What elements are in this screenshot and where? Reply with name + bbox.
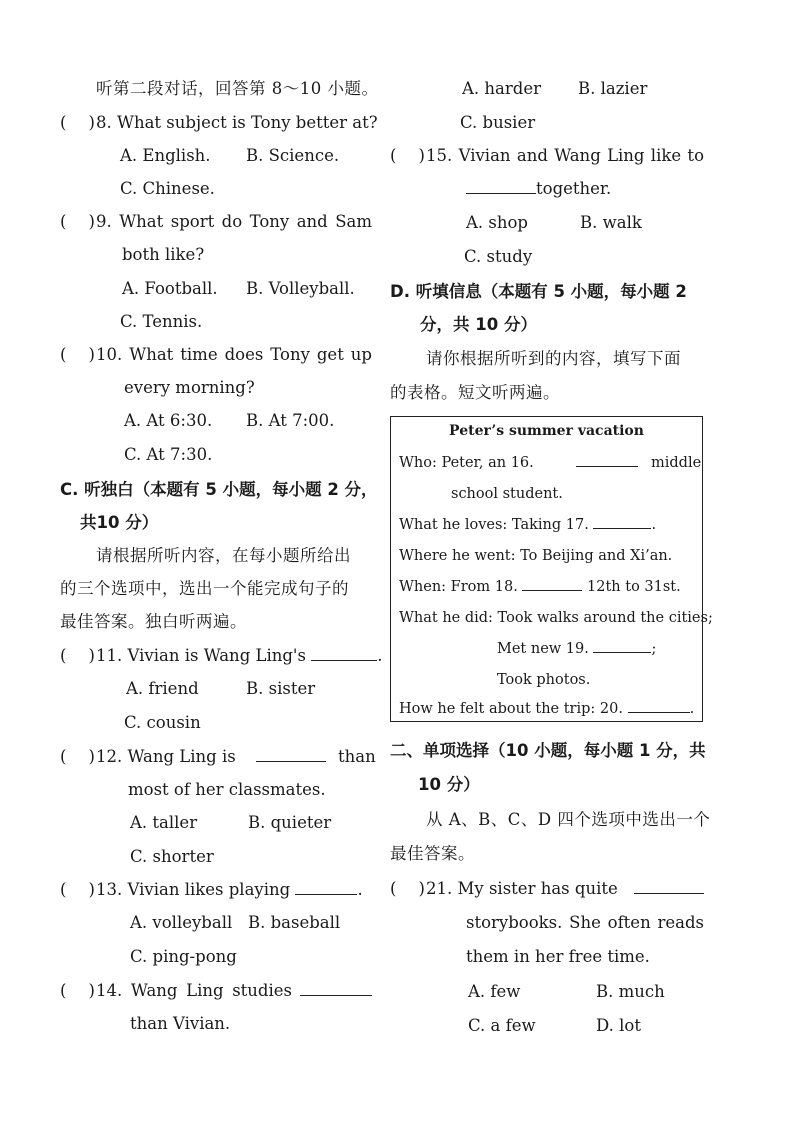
q15-stem-line1: 15. Vivian and Wang Ling like to	[426, 146, 705, 165]
section-2-heading-line2: 10 分）	[418, 775, 480, 794]
q21-stem-line3: them in her free time.	[466, 947, 650, 966]
q9-option-c: C. Tennis.	[120, 312, 203, 331]
q11-answer-paren[interactable]: ( )	[60, 646, 95, 665]
section-d-heading-line1: D. 听填信息（本题有 5 小题，每小题 2	[390, 282, 687, 301]
section-c-instruction-line1: 请根据所听内容，在每小题所给出	[96, 546, 351, 565]
q9-option-a: A. Football.	[122, 279, 218, 298]
q14-option-b: B. lazier	[578, 79, 648, 98]
q15-option-b: B. walk	[580, 213, 642, 232]
q13-option-c: C. ping-pong	[130, 947, 237, 966]
table-who-line2: school student.	[451, 486, 563, 502]
table-did-line2: Met new 19. ;	[497, 641, 657, 657]
table-went: Where he went: To Beijing and Xi’an.	[399, 548, 673, 564]
table-when: When: From 18. 12th to 31st.	[399, 579, 681, 595]
q10-option-b: B. At 7:00.	[246, 411, 335, 430]
q21-blank[interactable]	[634, 878, 704, 900]
q15-option-c: C. study	[464, 247, 533, 266]
q9-stem-line1: 9. What sport do Tony and Sam	[96, 212, 372, 231]
table-who-middle: middle	[651, 455, 702, 471]
dialogue2-instruction: 听第二段对话，回答第 8～10 小题。	[96, 79, 379, 98]
q13-answer-paren[interactable]: ( )	[60, 880, 95, 899]
section-2-heading-line1: 二、单项选择（10 小题，每小题 1 分，共	[390, 741, 706, 760]
q11-option-b: B. sister	[246, 679, 316, 698]
q13-stem: 13. Vivian likes playing .	[96, 880, 363, 899]
q13-option-a: A. volleyball	[130, 913, 233, 932]
q12-option-c: C. shorter	[130, 847, 214, 866]
peter-vacation-table	[390, 416, 713, 722]
table-did-line1: What he did: Took walks around the cities;	[399, 610, 713, 626]
q15-answer-paren[interactable]: ( )	[390, 146, 425, 165]
q12-stem-line1: 12. Wang Ling is	[96, 747, 236, 766]
section-c-instruction-line3: 最佳答案。独白听两遍。	[60, 612, 247, 631]
q10-stem-line1: 10. What time does Tony get up	[96, 345, 372, 364]
q9-answer-paren[interactable]: ( )	[60, 212, 95, 231]
blank-16[interactable]	[576, 453, 638, 473]
q10-answer-paren[interactable]: ( )	[60, 345, 95, 364]
q14-stem-line2: than Vivian.	[130, 1014, 231, 1033]
q10-stem-line2: every morning?	[124, 378, 255, 397]
q12-option-a: A. taller	[130, 813, 198, 832]
q21-option-a: A. few	[468, 982, 521, 1001]
q8-option-c: C. Chinese.	[120, 179, 215, 198]
table-did-line3: Took photos.	[497, 672, 591, 688]
section-c-heading-line1: C. 听独白（本题有 5 小题，每小题 2 分，	[60, 480, 378, 499]
section-d-instruction-line2: 的表格。短文听两遍。	[390, 383, 560, 402]
q15-stem-line2: together.	[466, 178, 611, 200]
q21-option-d: D. lot	[596, 1016, 641, 1035]
q12-option-b: B. quieter	[248, 813, 332, 832]
q9-stem-line2: both like?	[122, 245, 205, 264]
q14-option-a: A. harder	[462, 79, 541, 98]
q14-blank[interactable]	[300, 980, 372, 1002]
table-felt: How he felt about the trip: 20. .	[399, 701, 695, 717]
q21-stem-line2: storybooks. She often reads	[466, 913, 704, 932]
q11-option-c: C. cousin	[124, 713, 201, 732]
q8-option-b: B. Science.	[246, 146, 340, 165]
section-c-heading-line2: 共10 分）	[80, 513, 159, 532]
q14-answer-paren[interactable]: ( )	[60, 981, 95, 1000]
q10-option-a: A. At 6:30.	[124, 411, 213, 430]
q11-stem: 11. Vivian is Wang Ling's .	[96, 646, 383, 665]
section-2-instruction-line2: 最佳答案。	[390, 844, 475, 863]
blank-19[interactable]	[593, 640, 651, 653]
q11-option-a: A. friend	[126, 679, 199, 698]
q12-blank[interactable]	[256, 746, 326, 768]
section-c-instruction-line2: 的三个选项中，选出一个能完成句子的	[60, 579, 349, 598]
section-d-instruction-line1: 请你根据所听到的内容，填写下面	[426, 349, 681, 368]
q13-blank[interactable]	[295, 880, 357, 895]
q13-option-b: B. baseball	[248, 913, 341, 932]
q8-answer-paren[interactable]: ( )	[60, 113, 95, 132]
table-who-line1: Who: Peter, an 16.	[399, 455, 534, 471]
q14-option-c: C. busier	[460, 113, 536, 132]
table-loves: What he loves: Taking 17. .	[399, 517, 657, 533]
q8-option-a: A. English.	[120, 146, 211, 165]
blank-18[interactable]	[522, 578, 582, 591]
q12-stem-line2: most of her classmates.	[128, 780, 326, 799]
q21-answer-paren[interactable]: ( )	[390, 879, 425, 898]
section-2-instruction-line1: 从 A、B、C、D 四个选项中选出一个	[426, 810, 711, 829]
q12-stem-than: than	[338, 747, 376, 766]
q14-stem: 14. Wang Ling studies	[96, 981, 293, 1000]
table-title: Peter’s summer vacation	[449, 423, 644, 439]
blank-20[interactable]	[628, 700, 690, 713]
q12-answer-paren[interactable]: ( )	[60, 747, 95, 766]
q9-option-b: B. Volleyball.	[246, 279, 355, 298]
q15-blank[interactable]	[466, 179, 536, 194]
blank-17[interactable]	[593, 516, 651, 529]
q21-option-c: C. a few	[468, 1016, 536, 1035]
q10-option-c: C. At 7:30.	[124, 445, 213, 464]
q8-stem: 8. What subject is Tony better at?	[96, 113, 378, 132]
q15-option-a: A. shop	[466, 213, 528, 232]
q11-blank[interactable]	[311, 646, 377, 661]
q21-option-b: B. much	[596, 982, 665, 1001]
section-d-heading-line2: 分，共 10 分）	[420, 315, 537, 334]
q21-stem-line1: 21. My sister has quite	[426, 879, 618, 898]
